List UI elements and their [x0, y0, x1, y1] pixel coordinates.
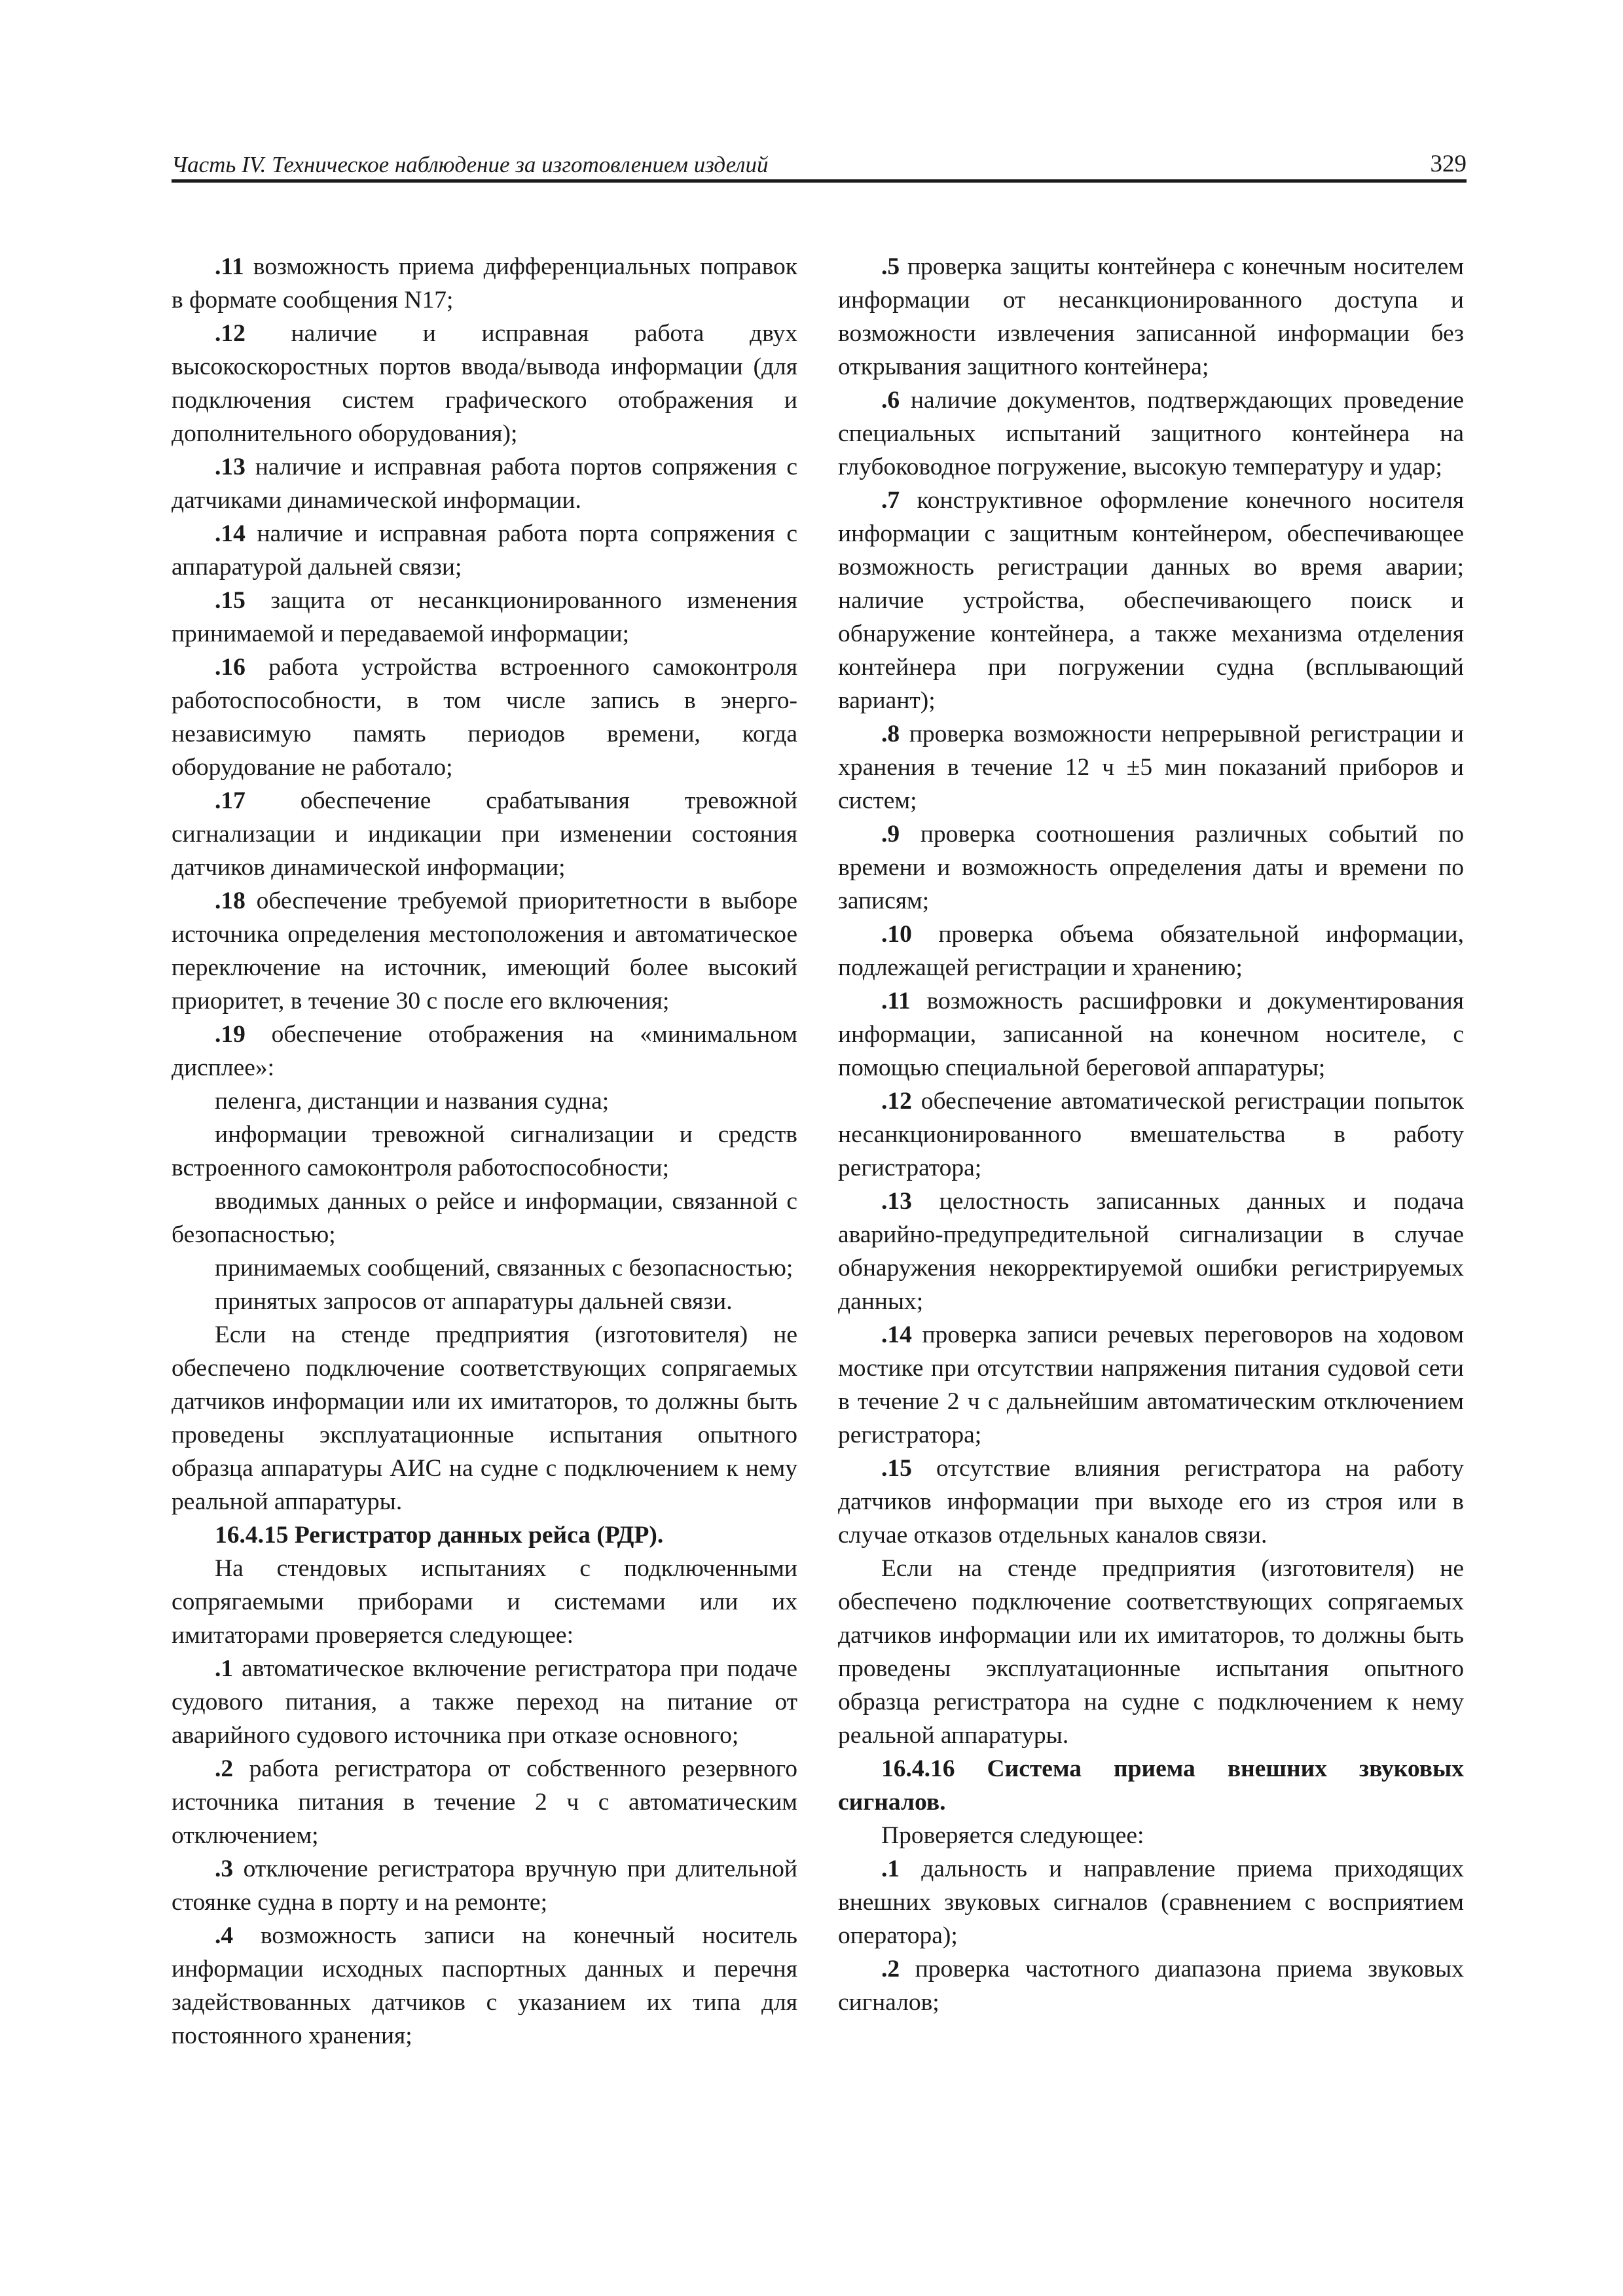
paragraph: [172, 1318, 797, 1518]
item-number: .11: [215, 253, 244, 280]
item-number: .8: [881, 721, 900, 747]
paragraph-text: возможность записи на конечный носитель информации исходных паспортных данных и перечня задействованных датчиков с указанием их типа для постоянного хранения;: [172, 1922, 797, 2049]
paragraph: [172, 1919, 797, 2053]
paragraph-text: целостность записанных данных и подача аварийно-предупредительной сигнализации в случае обнаружения некорректируемой ошибки регистрируемых данных;: [838, 1188, 1464, 1315]
paragraph-text: отсутствие влияния регистратора на работу датчиков информации при выходе его из строя или в случае отказов отдельных каналов связи.: [838, 1455, 1464, 1549]
item-number: .4: [215, 1922, 234, 1949]
paragraph: [172, 250, 797, 317]
paragraph: [838, 1452, 1464, 1552]
paragraph: [172, 1118, 797, 1185]
running-header-title: Часть IV. Техническое наблюдение за изготовлением изделий: [172, 152, 769, 177]
paragraph: [172, 317, 797, 450]
item-number: .19: [215, 1021, 246, 1048]
paragraph-text: проверка объема обязательной информации, подлежащей регистрации и хранению;: [838, 921, 1464, 981]
paragraph-text: проверка частотного диапазона приема звуковых сигналов;: [838, 1956, 1464, 2016]
item-number: .12: [215, 320, 246, 347]
item-number: .14: [881, 1321, 912, 1348]
paragraph: [172, 1085, 797, 1118]
page-header: [172, 145, 1467, 182]
paragraph: [172, 884, 797, 1018]
paragraph: [838, 984, 1464, 1085]
paragraph: [838, 1318, 1464, 1452]
paragraph: [172, 450, 797, 517]
paragraph: [838, 1952, 1464, 2019]
paragraph-text: проверка защиты контейнера с конечным носителем информации от несанкционированного доступа и возможности извлечения записанной информации без открывания защитного контейнера;: [838, 253, 1464, 380]
paragraph: [838, 817, 1464, 918]
section-heading: 16.4.16 Система приема внешних звуковых сигналов.: [838, 1755, 1464, 1816]
paragraph: [838, 484, 1464, 717]
paragraph-text: Если на стенде предприятия (изготовителя) не обеспечено подключение соответствующих сопрягаемых датчиков информации или их имитаторов, то должны быть проведены эксплуатационные испытания опытного образца регистратора на судне с подключением к нему реальной аппаратуры.: [838, 1555, 1464, 1749]
item-number: .2: [881, 1956, 900, 1982]
item-number: .17: [215, 787, 246, 814]
page-number: 329: [1430, 151, 1467, 177]
paragraph-text: проверка возможности непрерывной регистрации и хранения в течение 12 ч ±5 мин показаний приборов и систем;: [838, 721, 1464, 814]
paragraph: [838, 1552, 1464, 1752]
item-number: .11: [881, 988, 911, 1014]
paragraph-text: проверка соотношения различных событий по времени и возможность определения даты и времени по записям;: [838, 821, 1464, 914]
item-number: .14: [215, 520, 246, 547]
item-number: .12: [881, 1088, 912, 1115]
paragraph: [838, 918, 1464, 984]
paragraph-text: принимаемых сообщений, связанных с безопасностью;: [215, 1255, 793, 1282]
item-number: .13: [215, 454, 246, 480]
paragraph-text: пеленга, дистанции и названия судна;: [215, 1088, 610, 1115]
paragraph: [172, 1652, 797, 1752]
paragraph-text: возможность приема дифференциальных поправок в формате сообщения N17;: [172, 253, 797, 314]
paragraph: [172, 1185, 797, 1251]
paragraph-text: информации тревожной сигнализации и средств встроенного самоконтроля работоспособности;: [172, 1121, 797, 1181]
paragraph-text: защита от несанкционированного изменения принимаемой и передаваемой информации;: [172, 587, 797, 647]
paragraph: [172, 1852, 797, 1919]
paragraph: [172, 1552, 797, 1652]
paragraph-text: наличие документов, подтверждающих проведение специальных испытаний защитного контейнера на глубоководное погружение, высокую температуру и удар;: [838, 387, 1464, 480]
item-number: .15: [215, 587, 246, 614]
paragraph-text: отключение регистратора вручную при длительной стоянке судна в порту и на ремонте;: [172, 1856, 797, 1916]
paragraph: [838, 717, 1464, 817]
paragraph: [172, 584, 797, 651]
item-number: .1: [215, 1655, 234, 1682]
paragraph-text: наличие и исправная работа двух высокоскоростных портов ввода/вывода информации (для подключения систем графического отображения и дополнительного оборудования);: [172, 320, 797, 447]
paragraph-text: принятых запросов от аппаратуры дальней связи.: [215, 1288, 733, 1315]
paragraph: [172, 1018, 797, 1085]
paragraph-text: автоматическое включение регистратора при подаче судового питания, а также переход на питание от аварийного судового источника при отказе основного;: [172, 1655, 797, 1749]
paragraph-text: На стендовых испытаниях с подключенными сопрягаемыми приборами и системами или их имитаторами проверяется следующее:: [172, 1555, 797, 1649]
item-number: .5: [881, 253, 900, 280]
paragraph-text: обеспечение требуемой приоритетности в выборе источника определения местоположения и автоматическое переключение на источник, имеющий более высокий приоритет, в течение 30 с после его включения;: [172, 888, 797, 1014]
paragraph-text: дальность и направление приема приходящих внешних звуковых сигналов (сравнением с восприятием оператора);: [838, 1856, 1464, 1949]
paragraph-text: вводимых данных о рейсе и информации, связанной с безопасностью;: [172, 1188, 797, 1248]
item-number: .16: [215, 654, 246, 681]
item-number: .15: [881, 1455, 912, 1482]
paragraph-text: возможность расшифровки и документирования информации, записанной на конечном носителе, с помощью специальной береговой аппаратуры;: [838, 988, 1464, 1081]
paragraph-text: наличие и исправная работа порта сопряжения с аппаратурой дальней связи;: [172, 520, 797, 581]
paragraph-text: Проверяется следующее:: [881, 1822, 1144, 1849]
item-number: .6: [881, 387, 900, 414]
item-number: .3: [215, 1856, 234, 1882]
paragraph-text: обеспечение срабатывания тревожной сигнализации и индикации при изменении состояния датчиков динамической информации;: [172, 787, 797, 881]
paragraph-text: обеспечение отображения на «минимальном дисплее»:: [172, 1021, 797, 1081]
paragraph: [172, 1251, 797, 1285]
paragraph: [838, 1085, 1464, 1185]
right-column: [838, 250, 1464, 2019]
item-number: .9: [881, 821, 900, 848]
paragraph-text: работа регистратора от собственного резервного источника питания в течение 2 ч с автоматическим отключением;: [172, 1755, 797, 1849]
paragraph-text: конструктивное оформление конечного носителя информации с защитным контейнером, обеспечивающее возможность регистрации данных во время аварии; наличие устройства, обеспечивающего поиск и обнаружение контейнера, а также механизма отделения контейнера при погружении судна (всплывающий вариант);: [838, 487, 1464, 714]
paragraph: [838, 1852, 1464, 1952]
item-number: .2: [215, 1755, 234, 1782]
paragraph: [838, 1819, 1464, 1852]
paragraph: [838, 250, 1464, 384]
section-heading: 16.4.15 Регистратор данных рейса (РДР).: [215, 1522, 664, 1549]
left-column: [172, 250, 797, 2053]
paragraph-text: Если на стенде предприятия (изготовителя) не обеспечено подключение соответствующих сопрягаемых датчиков информации или их имитаторов, то должны быть проведены эксплуатационные испытания опытного образца аппаратуры АИС на судне с подключением к нему реальной аппаратуры.: [172, 1321, 797, 1515]
item-number: .13: [881, 1188, 912, 1215]
item-number: .10: [881, 921, 912, 948]
paragraph-text: обеспечение автоматической регистрации попыток несанкционированного вмешательства в работу регистратора;: [838, 1088, 1464, 1181]
paragraph: [838, 384, 1464, 484]
header-rule: [172, 179, 1467, 183]
paragraph: [172, 651, 797, 784]
item-number: .1: [881, 1856, 900, 1882]
paragraph: [172, 1285, 797, 1318]
item-number: .18: [215, 888, 246, 914]
paragraph-text: работа устройства встроенного самоконтроля работоспособности, в том числе запись в энергонезависимую память периодов времени, когда оборудование не работало;: [172, 654, 797, 781]
item-number: .7: [881, 487, 900, 514]
paragraph: [838, 1185, 1464, 1318]
paragraph: [172, 1752, 797, 1852]
paragraph-text: проверка записи речевых переговоров на ходовом мостике при отсутствии напряжения питания судовой сети в течение 2 ч с дальнейшим автоматическим отключением регистратора;: [838, 1321, 1464, 1448]
paragraph-text: наличие и исправная работа портов сопряжения с датчиками динамической информации.: [172, 454, 797, 514]
paragraph: [172, 784, 797, 884]
paragraph: [172, 517, 797, 584]
